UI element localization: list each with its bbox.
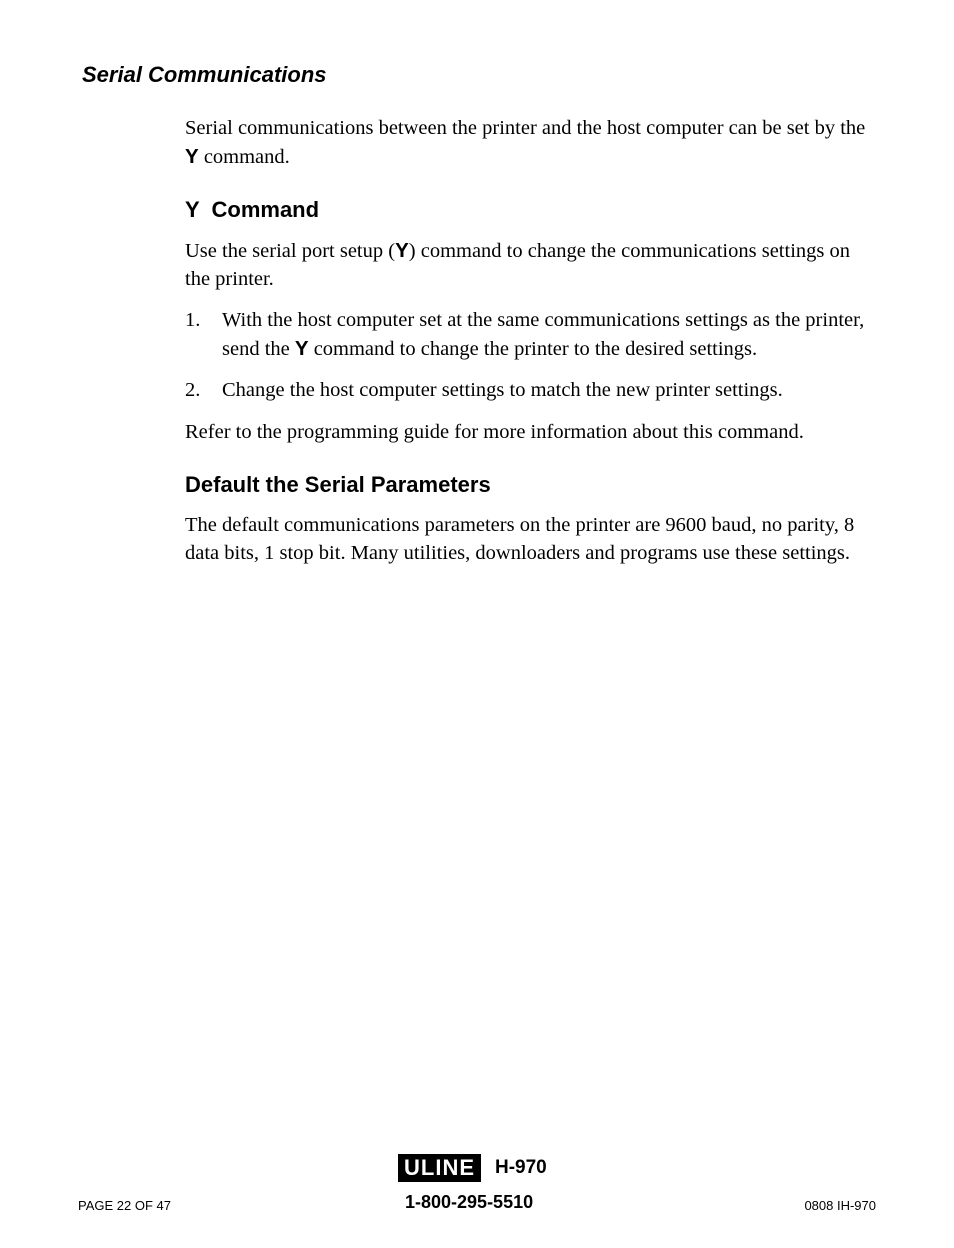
y-command-outro: Refer to the programming guide for more information about this command. [185, 420, 804, 443]
steps-list [185, 307, 875, 405]
y-command-intro [185, 237, 875, 293]
intro-command-code: Y [185, 144, 199, 168]
intro-paragraph [185, 115, 875, 171]
uline-logo: ULINE [398, 1154, 481, 1182]
page-number: PAGE 22 OF 47 [78, 1198, 171, 1213]
default-params-paragraph: The default communications parameters on the printer are 9600 baud, no parity, 8 data bits, 1 stop bit. Many utilities, downloaders and programs use these settings. [185, 514, 855, 564]
default-params-heading: Default the Serial Parameters [185, 472, 491, 497]
step-text: Change the host computer settings to match the new printer settings. [222, 379, 783, 401]
footer-brand [398, 1154, 547, 1182]
y-intro-text-before: Use the serial port setup ( [185, 240, 396, 262]
step-text-after: command to change the printer to the desired settings. [308, 337, 758, 360]
list-item [185, 377, 875, 405]
phone-number: 1-800-295-5510 [405, 1192, 534, 1212]
list-item [185, 307, 875, 363]
step-number: 1. [185, 309, 201, 331]
step-text-before: With the host computer set at the same communications settings as the printer, send the [222, 309, 865, 360]
y-intro-command-code: Y [395, 239, 409, 262]
model-number: H-970 [495, 1157, 547, 1178]
page-content [185, 115, 875, 581]
document-code: 0808 IH-970 [804, 1198, 876, 1213]
step-command-code: Y [294, 336, 309, 360]
intro-text-after: command. [198, 145, 290, 168]
y-command-heading: Y Command [185, 197, 320, 222]
step-number: 2. [185, 379, 201, 401]
section-title: Serial Communications [82, 62, 327, 87]
y-intro-text-after: ) command to change the communications settings on the printer. [185, 240, 850, 290]
intro-text-before: Serial communications between the printer and the host computer can be set by the [185, 117, 866, 139]
